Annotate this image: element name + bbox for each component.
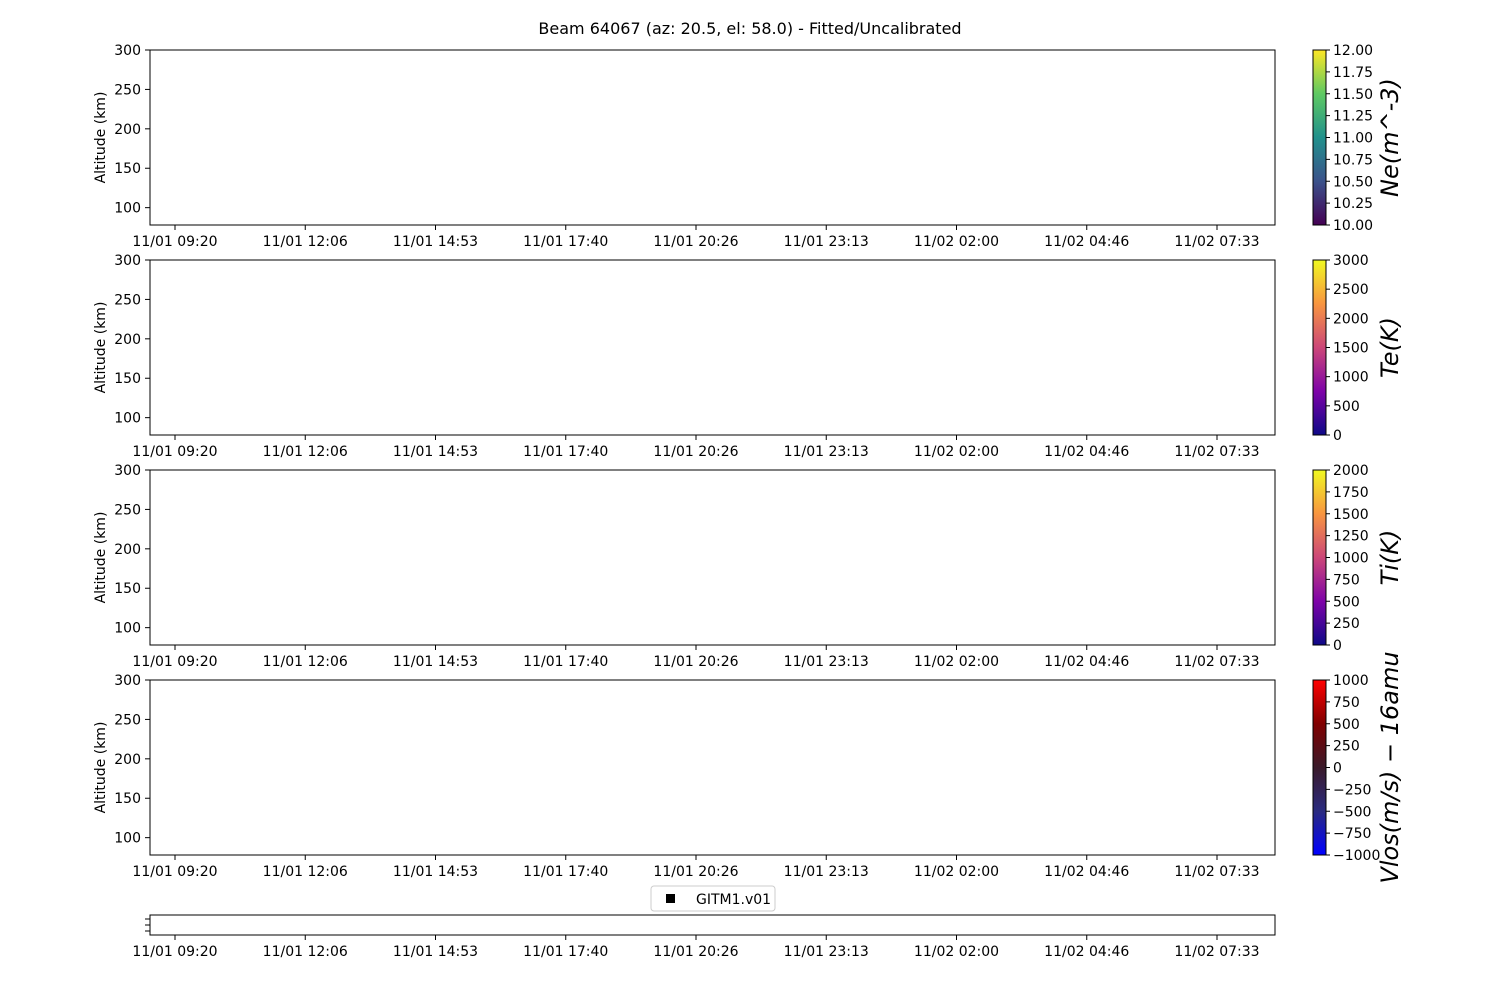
colorbar-tick-label: 11.50: [1333, 86, 1374, 103]
x-tick-label: 11/01 17:40: [523, 234, 609, 250]
legend-label: GITM1.v01: [696, 892, 772, 908]
y-tick-label: 300: [114, 463, 141, 479]
y-tick-label: 200: [114, 751, 141, 768]
x-tick-label: 11/01 20:26: [653, 234, 739, 250]
y-tick-label: 150: [114, 371, 141, 388]
y-tick-label: 250: [114, 502, 141, 519]
x-tick-label: 11/01 20:26: [653, 444, 739, 460]
x-tick-label: 11/01 14:53: [392, 864, 479, 880]
colorbar-tick-label: 1500: [1333, 340, 1369, 357]
colorbar-tick-label: −1000: [1333, 848, 1381, 864]
x-tick-label: 11/01 09:20: [132, 234, 218, 250]
colorbar-tick-label: 2500: [1333, 282, 1369, 299]
plot-area: [150, 260, 1275, 435]
colorbar-tick-label: −250: [1333, 782, 1372, 799]
plot-area: [150, 680, 1275, 855]
y-axis-label: Altitude (km): [93, 721, 109, 814]
colorbar: [1313, 680, 1326, 855]
plot-area: [150, 50, 1275, 225]
colorbar-tick-label: 1250: [1333, 528, 1369, 545]
x-tick-label: 11/01 09:20: [132, 864, 218, 880]
colorbar-tick-label: 10.00: [1333, 218, 1374, 234]
colorbar-tick-label: 0: [1333, 638, 1342, 654]
x-tick-label: 11/01 09:20: [132, 444, 218, 460]
x-tick-label: 11/01 17:40: [523, 864, 609, 880]
y-axis-label: Altitude (km): [93, 301, 109, 394]
y-tick-label: 150: [114, 161, 141, 178]
y-tick-label: 300: [114, 253, 141, 269]
plot-area: [150, 915, 1275, 935]
x-tick-label: 11/01 23:13: [783, 864, 869, 880]
colorbar-tick-label: 250: [1333, 616, 1360, 633]
x-tick-label: 11/01 14:53: [392, 654, 479, 670]
panel-2: [93, 253, 1404, 460]
y-tick-label: 250: [114, 82, 141, 99]
x-tick-label: 11/01 14:53: [392, 234, 479, 250]
x-tick-label: 11/02 02:00: [913, 864, 1000, 880]
x-tick-label: 11/01 17:40: [523, 654, 609, 670]
y-tick-label: 150: [114, 791, 141, 808]
x-tick-label: 11/01 14:53: [392, 444, 479, 460]
x-tick-label: 11/01 23:13: [783, 234, 869, 250]
x-tick-label: 11/01 12:06: [262, 444, 348, 460]
colorbar-tick-label: 500: [1333, 398, 1360, 415]
x-tick-label: 11/01 20:26: [653, 654, 739, 670]
y-tick-label: 100: [114, 200, 141, 217]
x-tick-label: 11/02 07:33: [1174, 654, 1260, 670]
colorbar-tick-label: 11.75: [1333, 64, 1374, 81]
x-tick-label: 11/01 20:26: [653, 864, 739, 880]
colorbar-tick-label: 11.25: [1333, 108, 1374, 125]
colorbar-tick-label: 1500: [1333, 506, 1369, 523]
x-tick-label: 11/02 04:46: [1044, 944, 1130, 960]
colorbar: [1313, 470, 1326, 645]
x-tick-label: 11/02 02:00: [913, 444, 1000, 460]
y-tick-label: 300: [114, 673, 141, 689]
y-tick-label: 300: [114, 43, 141, 59]
y-tick-label: 100: [114, 830, 141, 847]
y-tick-label: 200: [114, 331, 141, 348]
panel-4: [93, 651, 1404, 883]
colorbar-tick-label: 1000: [1333, 673, 1369, 689]
x-tick-label: 11/01 12:06: [262, 864, 348, 880]
y-axis-label: Altitude (km): [93, 91, 109, 184]
colorbar-tick-label: 10.25: [1333, 196, 1374, 213]
colorbar-tick-label: 12.00: [1333, 43, 1374, 59]
x-tick-label: 11/01 23:13: [783, 444, 869, 460]
x-tick-label: 11/02 04:46: [1044, 864, 1130, 880]
x-tick-label: 11/02 04:46: [1044, 654, 1130, 670]
x-tick-label: 11/01 23:13: [783, 654, 869, 670]
colorbar-label: Ti(K): [1376, 529, 1404, 586]
y-tick-label: 250: [114, 292, 141, 309]
x-tick-label: 11/01 09:20: [132, 654, 218, 670]
panel-5: [132, 886, 1275, 960]
colorbar-tick-label: 750: [1333, 694, 1360, 711]
x-tick-label: 11/01 23:13: [783, 944, 869, 960]
colorbar-tick-label: 500: [1333, 594, 1360, 611]
x-tick-label: 11/01 17:40: [523, 444, 609, 460]
panel-3: [93, 463, 1404, 670]
legend-marker: [666, 894, 675, 903]
colorbar-tick-label: 3000: [1333, 253, 1369, 269]
x-tick-label: 11/02 07:33: [1174, 864, 1260, 880]
colorbar-label: Vlos(m/s) − 16amu: [1376, 651, 1404, 884]
x-tick-label: 11/01 12:06: [262, 234, 348, 250]
x-tick-label: 11/02 04:46: [1044, 234, 1130, 250]
colorbar: [1313, 260, 1326, 435]
colorbar-label: Ne(m^-3): [1376, 78, 1404, 197]
colorbar-label: Te(K): [1376, 317, 1404, 378]
figure-panels: [93, 43, 1404, 960]
colorbar-tick-label: 2000: [1333, 311, 1369, 328]
y-tick-label: 150: [114, 581, 141, 598]
plot-area: [150, 470, 1275, 645]
x-tick-label: 11/02 02:00: [913, 234, 1000, 250]
colorbar-tick-label: 1000: [1333, 369, 1369, 386]
colorbar-tick-label: 11.00: [1333, 130, 1374, 147]
colorbar: [1313, 50, 1326, 225]
y-tick-label: 250: [114, 712, 141, 729]
x-tick-label: 11/01 14:53: [392, 944, 479, 960]
x-tick-label: 11/02 04:46: [1044, 444, 1130, 460]
figure-title: Beam 64067 (az: 20.5, el: 58.0) - Fitted/Uncalibrated: [538, 19, 962, 38]
y-axis-label: Altitude (km): [93, 511, 109, 604]
colorbar-tick-label: 10.50: [1333, 174, 1374, 191]
x-tick-label: 11/01 20:26: [653, 944, 739, 960]
x-tick-label: 11/02 07:33: [1174, 444, 1260, 460]
colorbar-tick-label: 10.75: [1333, 152, 1374, 169]
x-tick-label: 11/01 17:40: [523, 944, 609, 960]
colorbar-tick-label: 1750: [1333, 484, 1369, 501]
y-tick-label: 100: [114, 410, 141, 427]
colorbar-tick-label: 0: [1333, 428, 1342, 444]
colorbar-tick-label: −750: [1333, 826, 1372, 843]
legend: [651, 886, 775, 911]
y-tick-label: 200: [114, 121, 141, 138]
y-tick-label: 200: [114, 541, 141, 558]
colorbar-tick-label: 2000: [1333, 463, 1369, 479]
colorbar-tick-label: −500: [1333, 804, 1372, 821]
colorbar-tick-label: 250: [1333, 738, 1360, 755]
y-tick-label: 100: [114, 620, 141, 637]
colorbar-tick-label: 500: [1333, 716, 1360, 733]
x-tick-label: 11/02 02:00: [913, 944, 1000, 960]
x-tick-label: 11/01 12:06: [262, 944, 348, 960]
x-tick-label: 11/01 09:20: [132, 944, 218, 960]
x-tick-label: 11/02 07:33: [1174, 234, 1260, 250]
colorbar-tick-label: 750: [1333, 572, 1360, 589]
x-tick-label: 11/02 07:33: [1174, 944, 1260, 960]
panel-1: [93, 43, 1404, 250]
colorbar-tick-label: 0: [1333, 760, 1342, 777]
x-tick-label: 11/01 12:06: [262, 654, 348, 670]
x-tick-label: 11/02 02:00: [913, 654, 1000, 670]
colorbar-tick-label: 1000: [1333, 550, 1369, 567]
